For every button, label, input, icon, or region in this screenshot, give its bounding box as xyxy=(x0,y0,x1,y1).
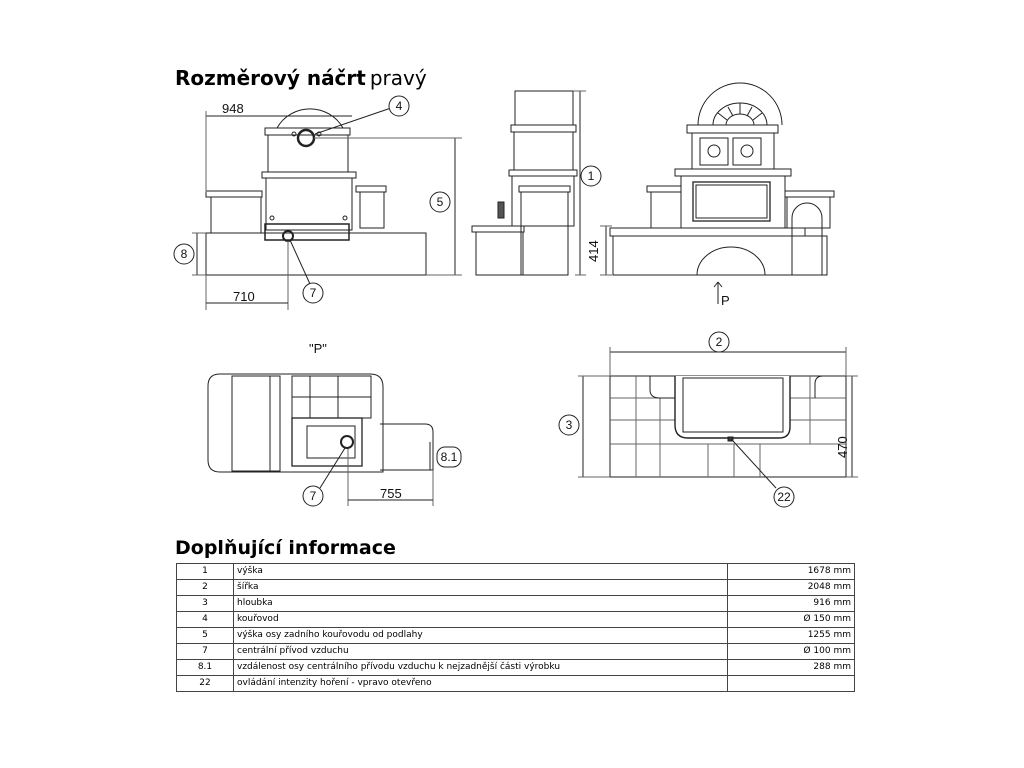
info-row-description: šířka xyxy=(234,580,728,596)
dimension-948: 948 xyxy=(222,101,244,116)
page-title-suffix: pravý xyxy=(369,66,427,90)
info-row-number: 4 xyxy=(177,612,234,628)
info-row-description: výška xyxy=(234,564,728,580)
info-row-description: hloubka xyxy=(234,596,728,612)
callout-2: 2 xyxy=(715,335,723,349)
info-row xyxy=(177,596,855,612)
info-row-value: 288 mm xyxy=(728,660,855,676)
dimension-710: 710 xyxy=(233,289,255,304)
info-row-value: 916 mm xyxy=(728,596,855,612)
dimension-414: 414 xyxy=(586,240,601,262)
front-view xyxy=(610,83,834,304)
info-row-number: 7 xyxy=(177,644,234,660)
info-title: Doplňující informace xyxy=(175,537,396,559)
info-row xyxy=(177,628,855,644)
callout-1: 1 xyxy=(587,169,595,183)
info-row-number: 5 xyxy=(177,628,234,644)
callout-8-1: 8.1 xyxy=(440,450,458,464)
info-row xyxy=(177,660,855,676)
info-row-number: 2 xyxy=(177,580,234,596)
info-row-value xyxy=(728,676,855,692)
info-row-value: Ø 100 mm xyxy=(728,644,855,660)
view-arrow-label: P xyxy=(721,293,730,308)
info-row-description: centrální přívod vzduchu xyxy=(234,644,728,660)
dimension-470: 470 xyxy=(835,436,850,458)
info-row xyxy=(177,580,855,596)
info-row xyxy=(177,676,855,692)
info-row-number: 1 xyxy=(177,564,234,580)
page-title-text: Rozměrový náčrt xyxy=(175,66,366,90)
info-row xyxy=(177,612,855,628)
callout-7-back: 7 xyxy=(309,286,317,300)
back-view xyxy=(192,108,462,310)
info-row-description: kouřovod xyxy=(234,612,728,628)
view-caption: "P" xyxy=(309,341,327,356)
info-table-body xyxy=(177,564,855,692)
info-row xyxy=(177,644,855,660)
callout-8: 8 xyxy=(180,247,188,261)
info-row-value: 1678 mm xyxy=(728,564,855,580)
info-row xyxy=(177,564,855,580)
plan-view xyxy=(578,347,858,488)
info-row-value: 1255 mm xyxy=(728,628,855,644)
info-row-number: 22 xyxy=(177,676,234,692)
info-table xyxy=(176,563,855,692)
info-row-description: ovládání intenzity hoření - vpravo otevřeno xyxy=(234,676,728,692)
info-row-number: 8.1 xyxy=(177,660,234,676)
info-row-description: vzdálenost osy centrálního přívodu vzduchu k nejzadnější části výrobku xyxy=(234,660,728,676)
callout-22: 22 xyxy=(777,490,791,504)
info-row-value: Ø 150 mm xyxy=(728,612,855,628)
callout-5: 5 xyxy=(436,195,444,209)
info-row-number: 3 xyxy=(177,596,234,612)
callout-7-top: 7 xyxy=(309,489,317,503)
dimension-755: 755 xyxy=(380,486,402,501)
info-row-description: výška osy zadního kouřovodu od podlahy xyxy=(234,628,728,644)
callout-3: 3 xyxy=(565,418,573,432)
callout-4: 4 xyxy=(395,99,403,113)
callout-circles xyxy=(174,96,794,507)
info-row-value: 2048 mm xyxy=(728,580,855,596)
